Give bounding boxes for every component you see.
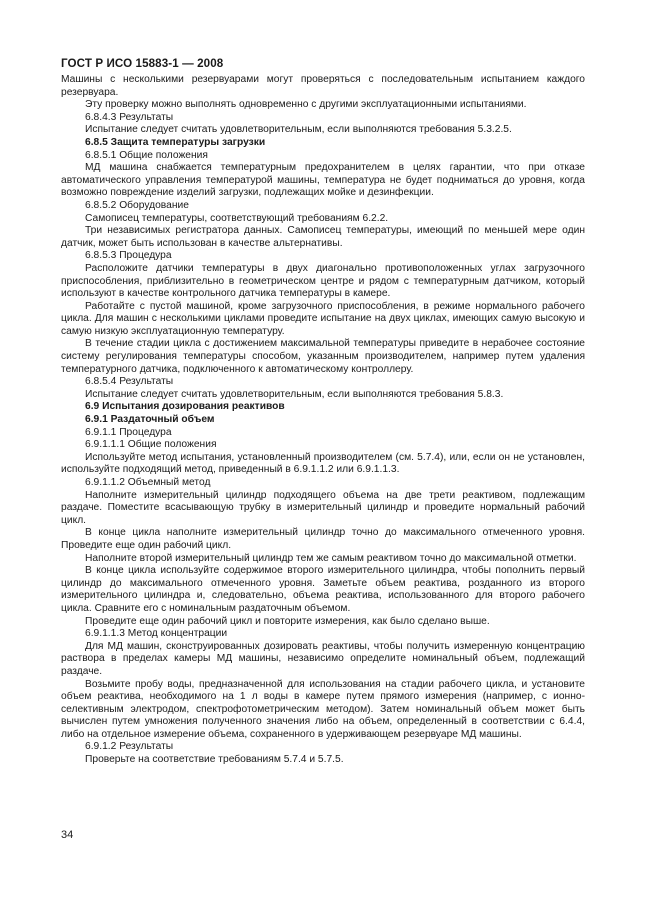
section-heading: 6.8.5 Защита температуры загрузки bbox=[85, 136, 266, 148]
paragraph: Проверьте на соответствие требованиям 5.7.4 и 5.7.5. bbox=[85, 754, 344, 766]
paragraph: Расположите датчики температуры в двух диагонально противоположенных углах загрузочного приспособления, приблизительно в геометрическом центре и рядом с температурным датчиком, который используют в качестве контрольного датчика температуры в камере. bbox=[61, 262, 585, 300]
paragraph: Наполните измерительный цилиндр подходящего объема на две трети реактивом, подлежащим раздаче. Поместите всасывающую трубку в измерительный цилиндр и проведите нормальный рабочий цикл. bbox=[61, 489, 585, 526]
paragraph: Возьмите пробу воды, предназначенной для использования на стадии рабочего цикла, и установите объем реактива, необходимого на 1 л воды в камере путем прямого измерения (например, с ионно-селективным электродом, спектрофотометрическим методом). Затем номинальный объем может быть вычислен путем умножения полученного значения либо на объем, определенный в соответствии с 6.4.4, либо на отдельное измерение объема, сохраненного в удерживающем резервуаре МД машины. bbox=[61, 678, 585, 740]
paragraph: Эту проверку можно выполнять одновременно с другими эксплуатационными испытаниями. bbox=[85, 99, 527, 111]
paragraph: 6.9.1.2 Результаты bbox=[85, 741, 174, 753]
paragraph: 6.9.1.1 Процедура bbox=[85, 426, 172, 438]
paragraph: 6.9.1.1.1 Общие положения bbox=[85, 439, 217, 451]
paragraph: Работайте с пустой машиной, кроме загрузочного приспособления, в режиме нормального рабочего цикла. Для машин с несколькими циклами проведите испытание на двух циклах, имеющих самую высокую и самую низкую эксплуатационную температуру. bbox=[61, 300, 585, 337]
paragraph: Испытание следует считать удовлетворительным, если выполняются требования 5.8.3. bbox=[85, 388, 504, 400]
paragraph: Самописец температуры, соответствующий требованиям 6.2.2. bbox=[85, 212, 389, 224]
paragraph: В течение стадии цикла с достижением максимальной температуры приведите в нерабочее состояние систему регулирования температуры способом, указанным производителем, например путем удаления температурного датчика, подключенного к автоматическому контроллеру. bbox=[61, 338, 585, 375]
paragraph: 6.8.5.4 Результаты bbox=[85, 376, 174, 388]
paragraph: Проведите еще один рабочий цикл и повторите измерения, как было сделано выше. bbox=[85, 615, 490, 627]
paragraph: В конце цикла наполните измерительный цилиндр точно до максимального отмеченного уровня. Проведите еще один рабочий цикл. bbox=[61, 527, 585, 551]
paragraph: 6.8.5.3 Процедура bbox=[85, 250, 172, 262]
paragraph: Для МД машин, сконструированных дозировать реактивы, чтобы получить измеренную концентрацию раствора в пределах камеры МД машины, независимо определите номинальный объем, подлежащий раздаче. bbox=[61, 640, 585, 677]
paragraph: Используйте метод испытания, установленный производителем (см. 5.7.4), или, если он не установлен, используйте подходящий метод, приведенный в 6.9.1.1.2 или 6.9.1.1.3. bbox=[61, 451, 585, 476]
standard-header: ГОСТ Р ИСО 15883-1 — 2008 bbox=[61, 57, 224, 70]
body-text bbox=[61, 74, 585, 767]
section-heading: 6.9 Испытания дозирования реактивов bbox=[85, 401, 285, 413]
paragraph: 6.8.4.3 Результаты bbox=[85, 111, 174, 123]
paragraph: В конце цикла используйте содержимое второго измерительного цилиндра, чтобы пополнить первый цилиндр до максимального отмеченного уровня. Заметьте объем реактива, розданного из второго измерительного цилиндра и, следовательно, объема реактива, использованного для второго рабочего цикла. Сравните его с номинальным раздаточным объемом. bbox=[61, 565, 585, 614]
paragraph: Три независимых регистратора данных. Самописец температуры, имеющий по меньшей мере один датчик, может быть использован в качестве альтернативы. bbox=[61, 225, 585, 249]
paragraph: 6.9.1.1.2 Объемный метод bbox=[85, 477, 211, 488]
page-number: 34 bbox=[61, 829, 74, 841]
paragraph: Машины с несколькими резервуарами могут проверяться с последовательным испытанием каждого резервуара. bbox=[61, 74, 585, 98]
paragraph: Наполните второй измерительный цилиндр тем же самым реактивом точно до максимальной отметки. bbox=[85, 552, 577, 564]
paragraph: МД машина снабжается температурным предохранителем в целях гарантии, что при отказе автоматического управления температурой машины, температура не будет подниматься до уровня, когда возможно повреждение изделий загрузки, подлежащих мойке и дезинфекции. bbox=[61, 162, 585, 199]
paragraph: 6.8.5.2 Оборудование bbox=[85, 199, 189, 211]
paragraph: Испытание следует считать удовлетворительным, если выполняются требования 5.3.2.5. bbox=[85, 124, 512, 136]
section-heading: 6.9.1 Раздаточный объем bbox=[85, 414, 215, 426]
paragraph: 6.9.1.1.3 Метод концентрации bbox=[85, 628, 228, 640]
paragraph: 6.8.5.1 Общие положения bbox=[85, 149, 208, 161]
